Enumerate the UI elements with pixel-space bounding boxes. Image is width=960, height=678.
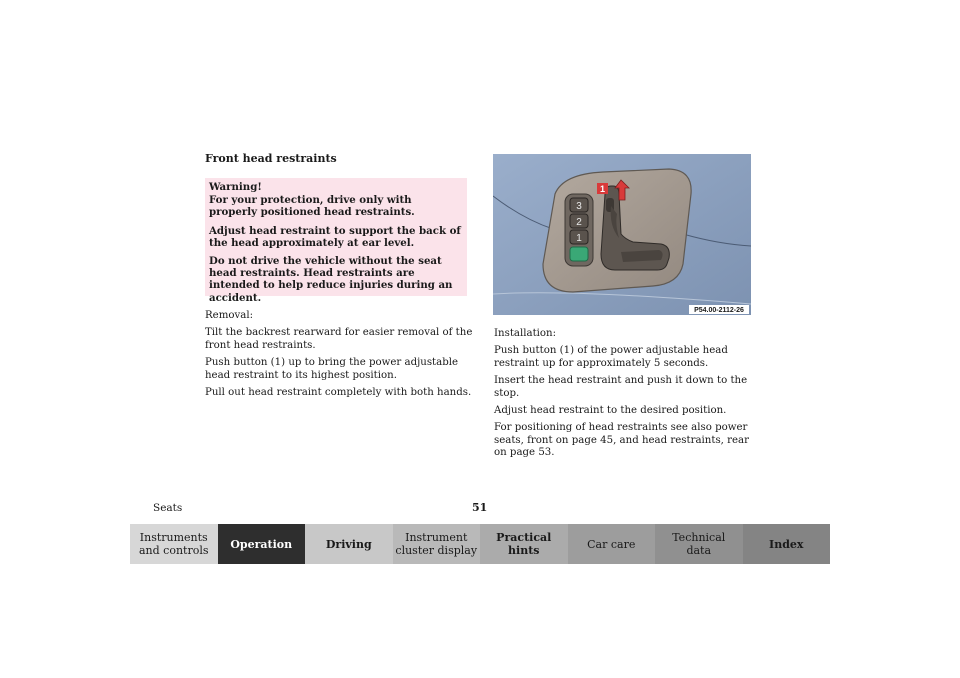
tab-operation[interactable]: Operation xyxy=(218,524,306,564)
page-number: 51 xyxy=(472,501,488,514)
paragraph: Adjust head restraint to the desired position. xyxy=(494,405,727,417)
paragraph: Pull out head restraint completely with both hands. xyxy=(205,387,472,399)
warning-paragraph: Do not drive the vehicle without the seat head restraints. Head restraints are intended to help reduce injuries during an accident. xyxy=(209,255,453,304)
tab-driving[interactable]: Driving xyxy=(305,524,393,564)
figure-code: P54.00-2112-26 xyxy=(694,307,744,314)
paragraph: Push button (1) up to bring the power adjustable head restraint to its highest position. xyxy=(205,357,459,381)
removal-instructions xyxy=(205,310,475,404)
paragraph: Push button (1) of the power adjustable head restraint up for approximately 5 seconds. xyxy=(494,345,728,369)
tab-car-care[interactable]: Car care xyxy=(568,524,656,564)
footer-section-name: Seats xyxy=(153,502,183,514)
warning-paragraph: Adjust head restraint to support the back of the head approximately at ear level. xyxy=(209,224,461,249)
chapter-tab-bar xyxy=(130,524,830,564)
tab-technical-data[interactable]: Technical data xyxy=(655,524,743,564)
paragraph: Tilt the backrest rearward for easier removal of the front head restraints. xyxy=(205,327,473,351)
installation-instructions xyxy=(494,328,764,465)
svg-text:2: 2 xyxy=(576,217,582,228)
paragraph: Removal: xyxy=(205,310,254,321)
warning-box xyxy=(205,178,467,304)
svg-text:3: 3 xyxy=(576,201,582,212)
seat-control-figure xyxy=(493,154,751,315)
warning-paragraph: For your protection, drive only with properly positioned head restraints. xyxy=(209,194,415,219)
paragraph: For positioning of head restraints see also power seats, front on page 45, and head restraints, rear on page 53. xyxy=(494,422,749,459)
tab-practical-hints[interactable]: Practical hints xyxy=(480,524,568,564)
tab-instruments-and-controls[interactable]: Instruments and controls xyxy=(130,524,218,564)
svg-text:1: 1 xyxy=(576,233,582,244)
tab-instrument-cluster-display[interactable]: Instrument cluster display xyxy=(393,524,481,564)
paragraph: Installation: xyxy=(494,328,557,339)
paragraph: Insert the head restraint and push it down to the stop. xyxy=(494,375,748,399)
tab-index[interactable]: Index xyxy=(743,524,831,564)
seat-control-illustration xyxy=(493,154,751,315)
svg-text:1: 1 xyxy=(599,184,606,194)
section-title: Front head restraints xyxy=(205,152,337,165)
warning-heading: Warning! xyxy=(209,181,262,193)
memory-store-button xyxy=(570,247,588,261)
